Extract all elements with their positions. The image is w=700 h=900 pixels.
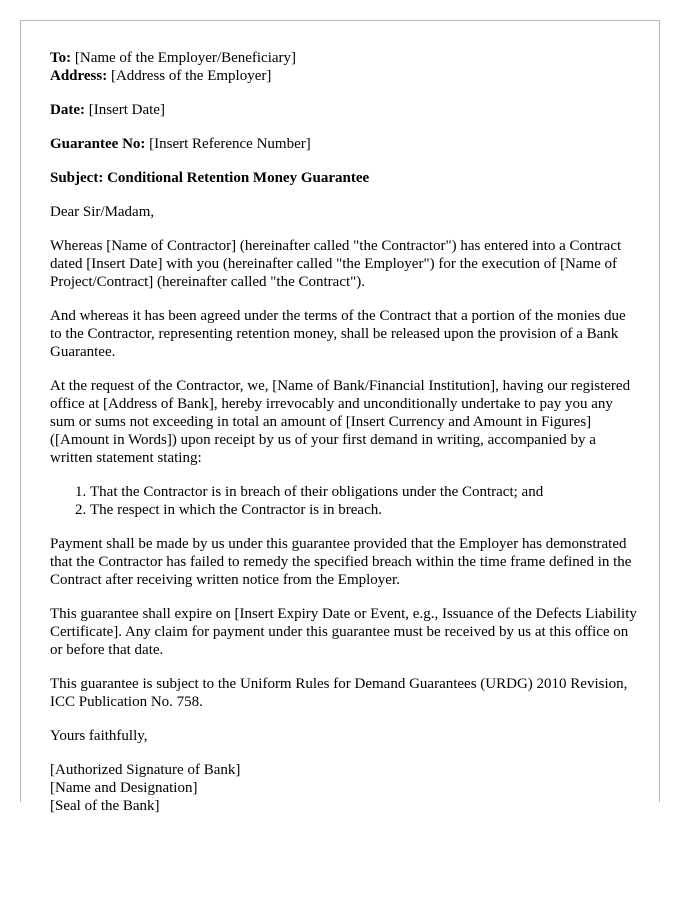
to-value: [Name of the Employer/Beneficiary]: [74, 50, 297, 66]
date-line: [50, 101, 640, 119]
to-label: To:: [50, 50, 72, 66]
address-line: [50, 67, 640, 85]
paragraph-payment: Payment shall be made by us under this guarantee provided that the Employer has demonstrated that the Contractor has failed to remedy the specified breach within the time frame defined in the Contract after receiving written notice from the Employer.: [50, 536, 632, 588]
subject-line: Subject: Conditional Retention Money Guarantee: [50, 170, 370, 186]
guarantee-label: Guarantee No:: [50, 136, 146, 152]
closing: Yours faithfully,: [50, 728, 148, 744]
seal-line: [Seal of the Bank]: [50, 798, 160, 814]
paragraph-and-whereas: And whereas it has been agreed under the terms of the Contract that a portion of the monies due to the Contractor, representing retention money, shall be released upon the provision of a Bank Guarantee.: [50, 308, 626, 360]
condition-item: 1. That the Contractor is in breach of their obligations under the Contract; and: [90, 483, 640, 501]
paragraph-expiry: This guarantee shall expire on [Insert Expiry Date or Event, e.g., Issuance of the Defects Liability Certificate]. Any claim for payment under this guarantee must be received by us at this office on or before that date.: [50, 606, 637, 658]
to-line: [50, 49, 640, 67]
paragraph-whereas: Whereas [Name of Contractor] (hereinafter called "the Contractor") has entered into a Contract dated [Insert Date] with you (hereinafter called "the Employer") for the execution of [Name of Project/Contract] (hereinafter called "the Contract").: [50, 238, 622, 290]
signature-line: [Authorized Signature of Bank]: [50, 762, 241, 778]
address-value: [Address of the Employer]: [110, 68, 272, 84]
salutation: Dear Sir/Madam,: [50, 204, 155, 220]
paragraph-urdg: This guarantee is subject to the Uniform Rules for Demand Guarantees (URDG) 2010 Revision, ICC Publication No. 758.: [50, 676, 628, 710]
date-value: [Insert Date]: [88, 102, 165, 118]
address-label: Address:: [50, 68, 108, 84]
guarantee-value: [Insert Reference Number]: [149, 136, 311, 152]
recipient-block: [50, 49, 640, 85]
paragraph-request: At the request of the Contractor, we, [Name of Bank/Financial Institution], having our registered office at [Address of Bank], hereby irrevocably and unconditionally undertake to pay you any sum or sums not exceeding in total an amount of [Insert Currency and Amount in Figures] ([Amount in Words]) upon receipt by us of your first demand in writing, accompanied by a written statement stating:: [50, 378, 631, 466]
letter-content: [50, 49, 640, 831]
date-label: Date:: [50, 102, 85, 118]
signature-block: [50, 761, 640, 815]
conditions-list: [50, 483, 640, 519]
letter-page: [20, 20, 660, 814]
condition-item: 2. The respect in which the Contractor is in breach.: [90, 501, 640, 519]
guarantee-number-line: [50, 135, 640, 153]
name-designation-line: [Name and Designation]: [50, 780, 198, 796]
